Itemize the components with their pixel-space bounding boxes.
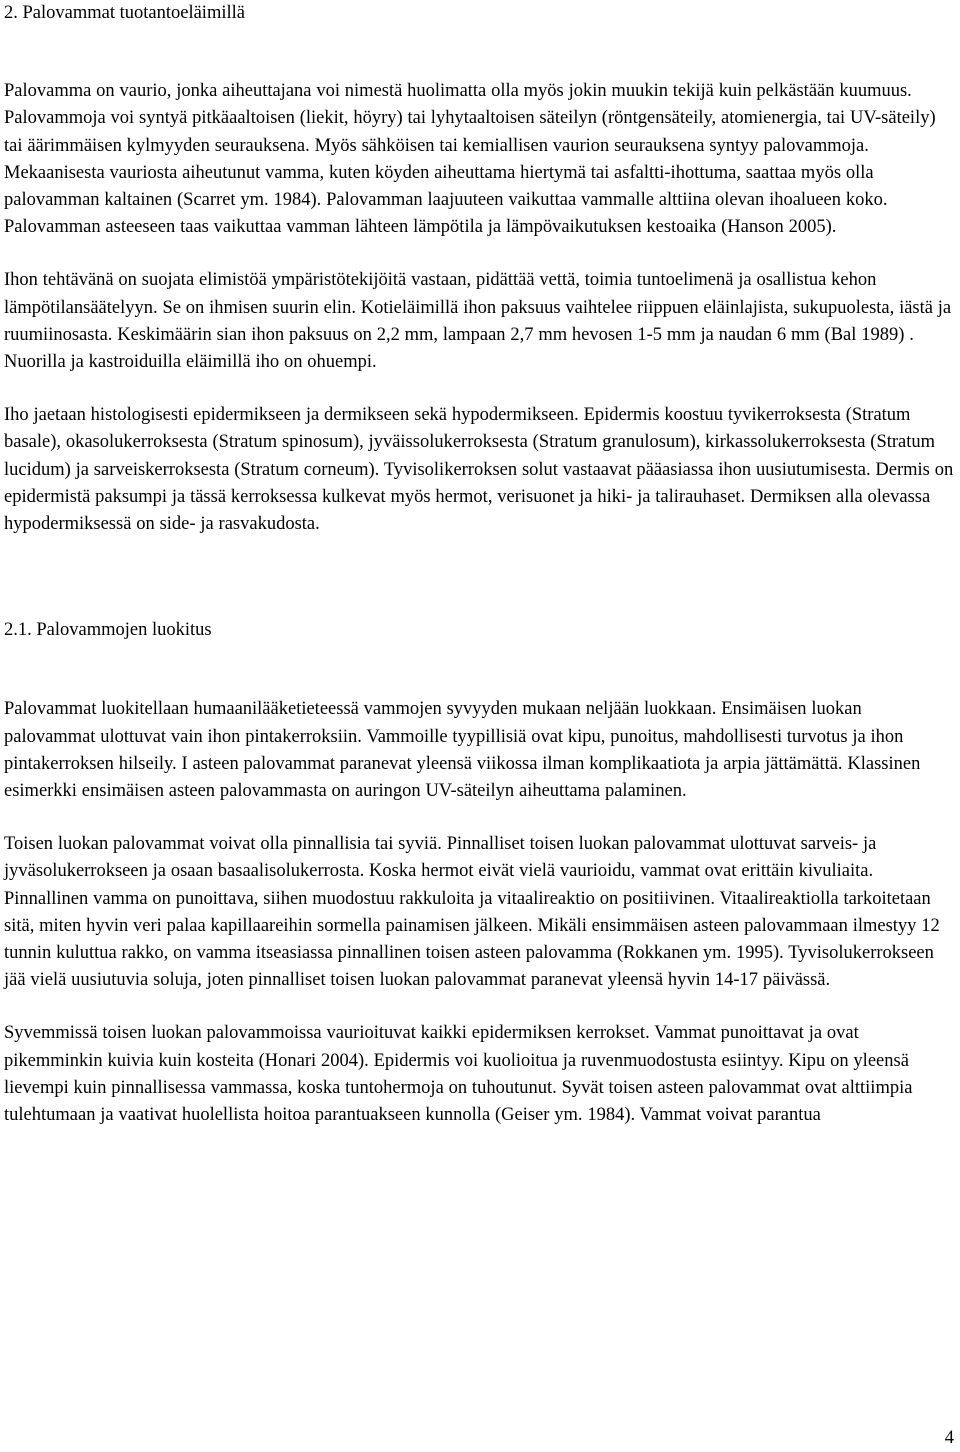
sentence: Ihon tehtävänä on suojata elimistöä ympäristötekijöitä vastaan, pidättää vettä, toimia tuntoelimenä ja osallistua kehon lämpötilansäätelyyn. bbox=[4, 270, 877, 318]
paragraph-first-degree bbox=[4, 696, 954, 805]
sentence: Palovammoja voi syntyä pitkäaaltoisen (liekit, höyry) tai lyhytaaltoisen säteilyn (röntgensäteily, atomienergia, tai UV-säteily) tai äärimmäisen kylmyyden seurauksena. bbox=[4, 108, 936, 156]
sentence: Mekaanisesta vauriosta aiheutunut vamma, kuten köyden aiheuttama hiertymä tai asfaltti-ihottuma, saattaa myös olla palovamman kaltainen (Scarret ym. 1984). bbox=[4, 162, 874, 211]
paragraph-second-degree-superficial bbox=[4, 831, 954, 994]
sentence: Vitaalireaktiolla tarkoitetaan sitä, miten hyvin veri palaa kapillaareihin sormella painamisen jälkeen. bbox=[4, 888, 931, 936]
sentence: Ensimäisen luokan palovammat ulottuvat vain ihon pintakerroksiin. bbox=[4, 699, 862, 747]
sentence: Iho jaetaan histologisesti epidermikseen ja dermikseen sekä hypodermikseen. bbox=[4, 405, 579, 426]
sentence: Keskimäärin sian ihon paksuus on 2,2 mm, lampaan 2,7 mm hevosen 1-5 mm ja naudan 6 mm (Bal 1989) . bbox=[117, 324, 914, 345]
sentence: Palovamma on vaurio, jonka aiheuttajana voi nimestä huolimatta olla myös jokin muukin tekijä kuin pelkästään kuumuus. bbox=[4, 81, 912, 102]
sentence: Pinnallinen vamma on punoittava, siihen muodostuu rakkuloita ja vitaalireaktio on positiivinen. bbox=[4, 888, 716, 909]
sentence: Palovamman laajuuteen vaikuttaa vammalle alttiina olevan ihoalueen koko. bbox=[326, 190, 888, 211]
sentence: I asteen palovammat paranevat yleensä viikossa ilman komplikaatiota ja arpia jättämättä. bbox=[181, 753, 843, 774]
sentence: Syvät toisen asteen palovammat ovat alttiimpia tulehtumaan ja vaativat huolellista hoitoa parantuakseen kunnolla (Geiser ym. 1984). bbox=[4, 1077, 913, 1126]
sentence: Palovammat luokitellaan humaanilääketieteessä vammojen syvyyden mukaan neljään luokkaan. bbox=[4, 699, 717, 720]
sentence: Koska hermot eivät vielä vaurioidu, vammat ovat erittäin kivuliaita. bbox=[369, 861, 874, 882]
sentence: Myös sähköisen tai kemiallisen vaurion seurauksena syntyy palovammoja. bbox=[314, 135, 869, 156]
paragraph-second-degree-deep bbox=[4, 1020, 954, 1129]
sentence: Epidermis voi kuolioitua ja ruvenmuodostusta esiintyy. bbox=[373, 1050, 784, 1071]
paragraph-skin-function bbox=[4, 267, 954, 376]
sentence: Kipu on yleensä lievempi kuin pinnallisessa vammassa, koska tuntohermoja on tuhoutunut. bbox=[4, 1050, 909, 1098]
sentence: Palovamman asteeseen taas vaikuttaa vamman lähteen lämpötila ja lämpövaikutuksen kestoaika (Hanson 2005). bbox=[4, 217, 837, 238]
sentence: Nuorilla ja kastroiduilla eläimillä iho on ohuempi. bbox=[4, 352, 377, 373]
sentence: Syvemmissä toisen luokan palovammoissa vaurioituvat kaikki epidermiksen kerrokset. bbox=[4, 1023, 650, 1044]
sentence: Epidermis koostuu tyvikerroksesta (Stratum basale), okasolukerroksesta (Stratum spinosum), jyväissolukerroksesta (Stratum granulosum), kirkassolukerroksesta (Stratum lucidum) ja sarveiskerroksesta (Stratum corneum). bbox=[4, 405, 936, 480]
sentence: Tyvisolukerrokseen jää vielä uusiutuvia soluja, joten pinnalliset toisen luokan palovammat paranevat yleensä hyvin 14-17 päivässä. bbox=[4, 943, 934, 991]
document-page bbox=[4, 0, 954, 1129]
page-number: 4 bbox=[944, 1428, 954, 1448]
sentence: Kotieläimillä ihon paksuus vaihtelee riippuen eläinlajista, sukupuolesta, iästä ja ruumiinosasta. bbox=[4, 297, 952, 345]
subsection-heading: 2.1. Palovammojen luokitus bbox=[4, 620, 212, 641]
sentence: Vammat voivat parantua bbox=[639, 1105, 821, 1126]
paragraph-skin-histology bbox=[4, 402, 954, 538]
sentence: Mikäli ensimmäisen asteen palovammaan ilmestyy 12 tunnin kuluttua rakko, on vamma itseasiassa pinnallinen toisen asteen palovamma (Rokkanen ym. 1995). bbox=[4, 915, 940, 964]
paragraph-burn-definition bbox=[4, 78, 954, 241]
sentence: Pinnalliset toisen luokan palovammat ulottuvat sarveis- ja jyväsolukerrokseen ja osaan basaalisolukerrosta. bbox=[4, 834, 877, 882]
sentence: Dermis on epidermistä paksumpi ja tässä kerroksessa kulkevat myös hermot, verisuonet ja hiki- ja talirauhaset. bbox=[4, 459, 954, 507]
sentence: Dermiksen alla olevassa hypodermiksessä on side- ja rasvakudosta. bbox=[4, 486, 931, 535]
sentence: Vammat punoittavat ja ovat pikemminkin kuivia kuin kosteita (Honari 2004). bbox=[4, 1023, 859, 1071]
section-heading: 2. Palovammat tuotantoeläimillä bbox=[4, 3, 245, 23]
sentence: Se on ihmisen suurin elin. bbox=[162, 297, 356, 318]
sentence: Toisen luokan palovammat voivat olla pinnallisia tai syviä. bbox=[4, 834, 442, 855]
sentence: Tyvisolikerroksen solut vastaavat pääasiassa ihon uusiutumisesta. bbox=[383, 459, 871, 480]
sentence: Vammoille tyypillisiä ovat kipu, punoitus, mahdollisesti turvotus ja ihon pintakerroksen hilseily. bbox=[4, 726, 904, 774]
sentence: Klassinen esimerkki ensimäisen asteen palovammasta on auringon UV-säteilyn aiheuttama palaminen. bbox=[4, 753, 921, 802]
